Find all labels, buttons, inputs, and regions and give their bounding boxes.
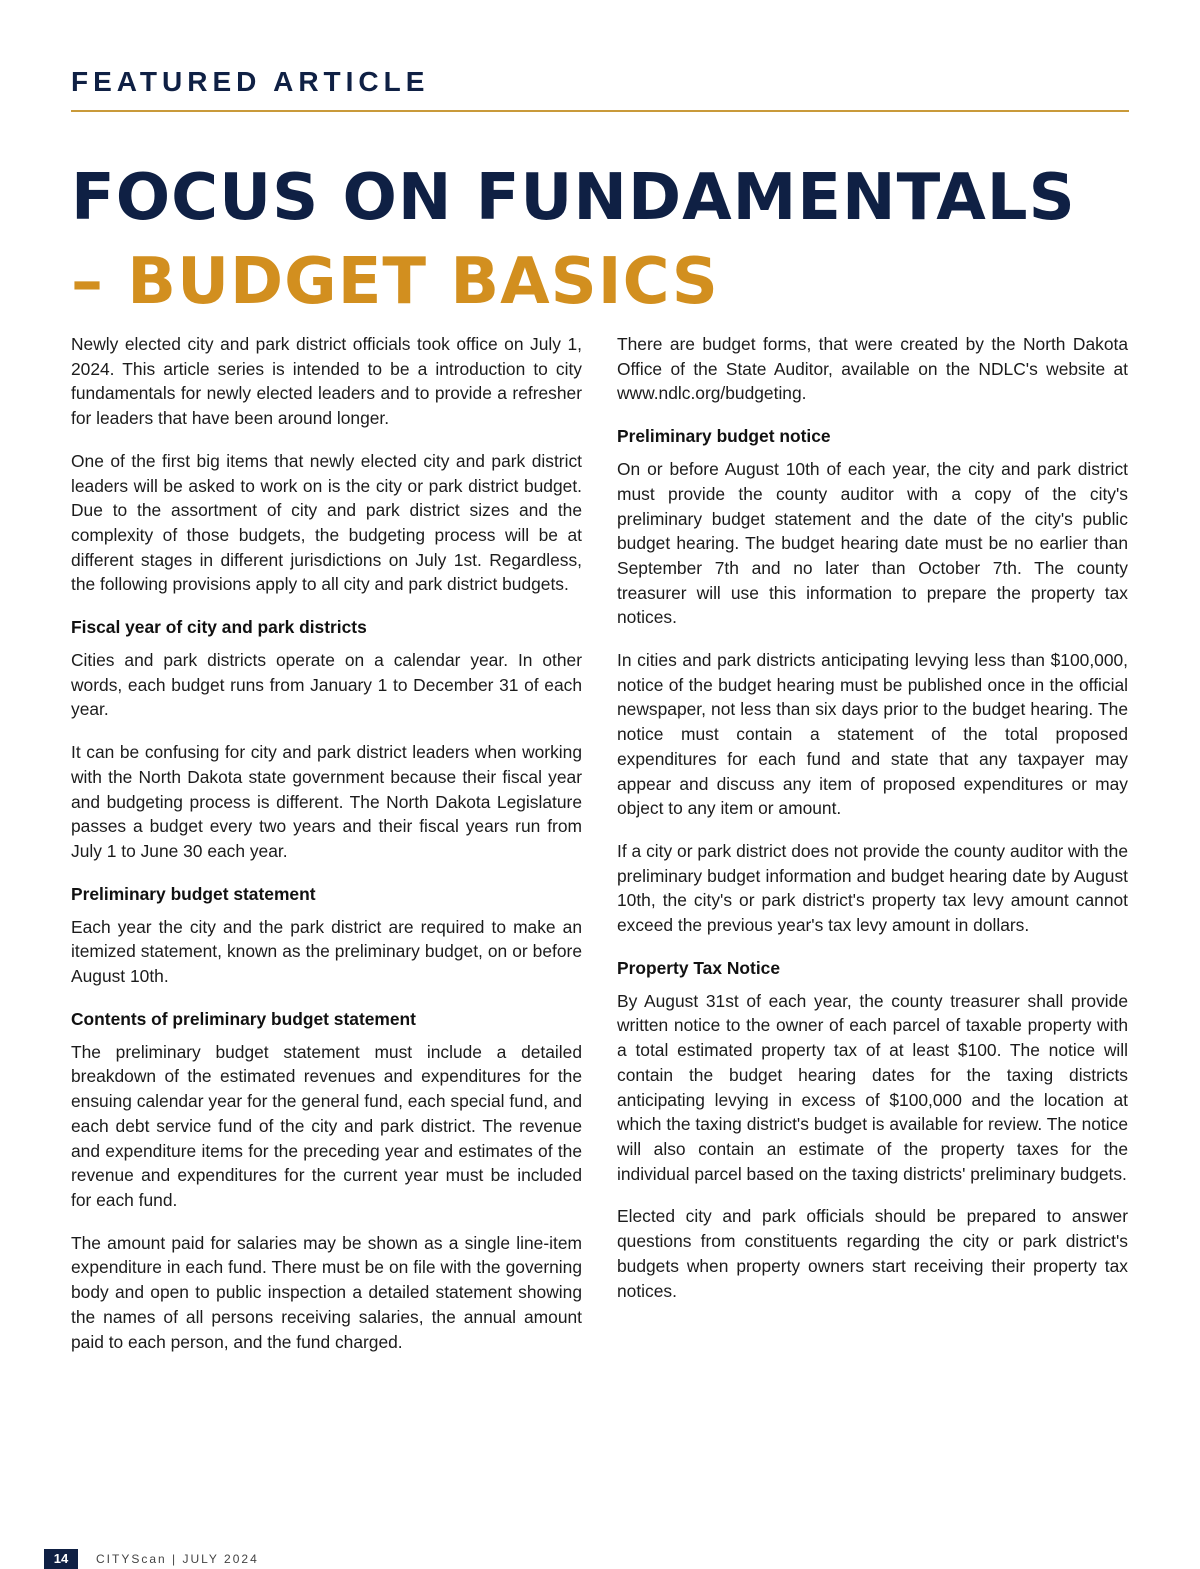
publication-footer: CITYScan | JULY 2024 <box>96 1552 259 1566</box>
right-column <box>617 332 1128 1321</box>
fiscal-year-paragraph: Cities and park districts operate on a calendar year. In other words, each budget runs from January 1 to December 31 of each year. <box>71 650 582 720</box>
left-column <box>71 332 582 1372</box>
header-divider <box>71 110 1129 112</box>
title-line-1: FOCUS ON FUNDAMENTALS <box>71 161 1076 235</box>
preliminary-notice-paragraph: On or before August 10th of each year, the city and park district must provide the county auditor with a copy of the city's preliminary budget statement and the date of the city's public budget hearing. The budget hearing date must be no earlier than September 7th and no later than October 7th. The county treasurer will use this information to prepare the property tax notices. <box>617 459 1128 628</box>
budget-forms-paragraph: There are budget forms, that were created by the North Dakota Office of the State Auditor, available on the NDLC's website at www.ndlc.org/budgeting. <box>617 334 1128 404</box>
levy-limit-paragraph: If a city or park district does not provide the county auditor with the preliminary budget information and budget hearing date by August 10th, the city's or park district's property tax levy amount cannot exceed the previous year's tax levy amount in dollars. <box>617 840 1128 936</box>
heading-property-tax-notice: Property Tax Notice <box>617 957 781 978</box>
intro-paragraph: Newly elected city and park district officials took office on July 1, 2024. This article series is intended to be a introduction to city fundamentals for newly elected leaders and to provide a refresher for leaders that have been around longer. <box>71 334 582 429</box>
heading-preliminary-notice: Preliminary budget notice <box>617 426 831 447</box>
property-tax-notice-paragraph: By August 31st of each year, the county treasurer shall provide written notice to the owner of each parcel of taxable property with a total estimated property tax of at least $100. The notice will contain the budget hearing dates for the taxing districts anticipating levying in excess of $100,000 and the location at which the taxing district's budget is available for review. The notice will also contain an estimate of the property taxes for the individual parcel based on the taxing districts' preliminary budgets. <box>617 990 1128 1184</box>
page-number: 14 <box>44 1549 78 1569</box>
title-line-2: – BUDGET BASICS <box>71 245 719 319</box>
state-fiscal-paragraph: It can be confusing for city and park district leaders when working with the North Dakota state government because their fiscal year and budgeting process is different. The North Dakota Legislature passes a budget every two years and their fiscal years run from July 1 to June 30 each year. <box>71 742 582 861</box>
salaries-paragraph: The amount paid for salaries may be shown as a single line-item expenditure in each fund. There must be on file with the governing body and open to public inspection a detailed statement showing the names of all persons receiving salaries, the annual amount paid to each person, and the fund charged. <box>71 1232 582 1352</box>
article-title <box>71 156 1076 324</box>
heading-statement-contents: Contents of preliminary budget statement <box>71 1008 416 1029</box>
heading-preliminary-statement: Preliminary budget statement <box>71 883 316 904</box>
statement-contents-paragraph: The preliminary budget statement must include a detailed breakdown of the estimated revenues and expenditures for the ensuing calendar year for the general fund, each special fund, and each debt service fund of the city and park district. The revenue and expenditure items for the preceding year and estimates of the revenue and expenditures for the current year must be included for each fund. <box>71 1041 582 1210</box>
heading-fiscal-year: Fiscal year of city and park districts <box>71 617 367 638</box>
preliminary-statement-paragraph: Each year the city and the park district are required to make an itemized statement, known as the preliminary budget, on or before August 10th. <box>71 916 582 987</box>
hearing-notice-paragraph: In cities and park districts anticipating levying less than $100,000, notice of the budget hearing must be published once in the official newspaper, not less than six days prior to the budget hearing. The notice must contain a statement of the total proposed expenditures for each fund and state that any taxpayer may appear and discuss any item of proposed expenditures or may object to any item or amount. <box>617 650 1128 819</box>
section-kicker: FEATURED ARTICLE <box>71 66 430 97</box>
budget-overview-paragraph: One of the first big items that newly elected city and park district leaders will be asked to work on is the city or park district budget. Due to the assortment of city and park district sizes and the complexity of those budgets, the budgeting process will be at different stages in different jurisdictions on July 1st. Regardless, the following provisions apply to all city and park district budgets. <box>71 450 582 595</box>
closing-paragraph: Elected city and park officials should be prepared to answer questions from constituents regarding the city or park district's budgets when property owners start receiving their property tax notices. <box>617 1206 1128 1301</box>
